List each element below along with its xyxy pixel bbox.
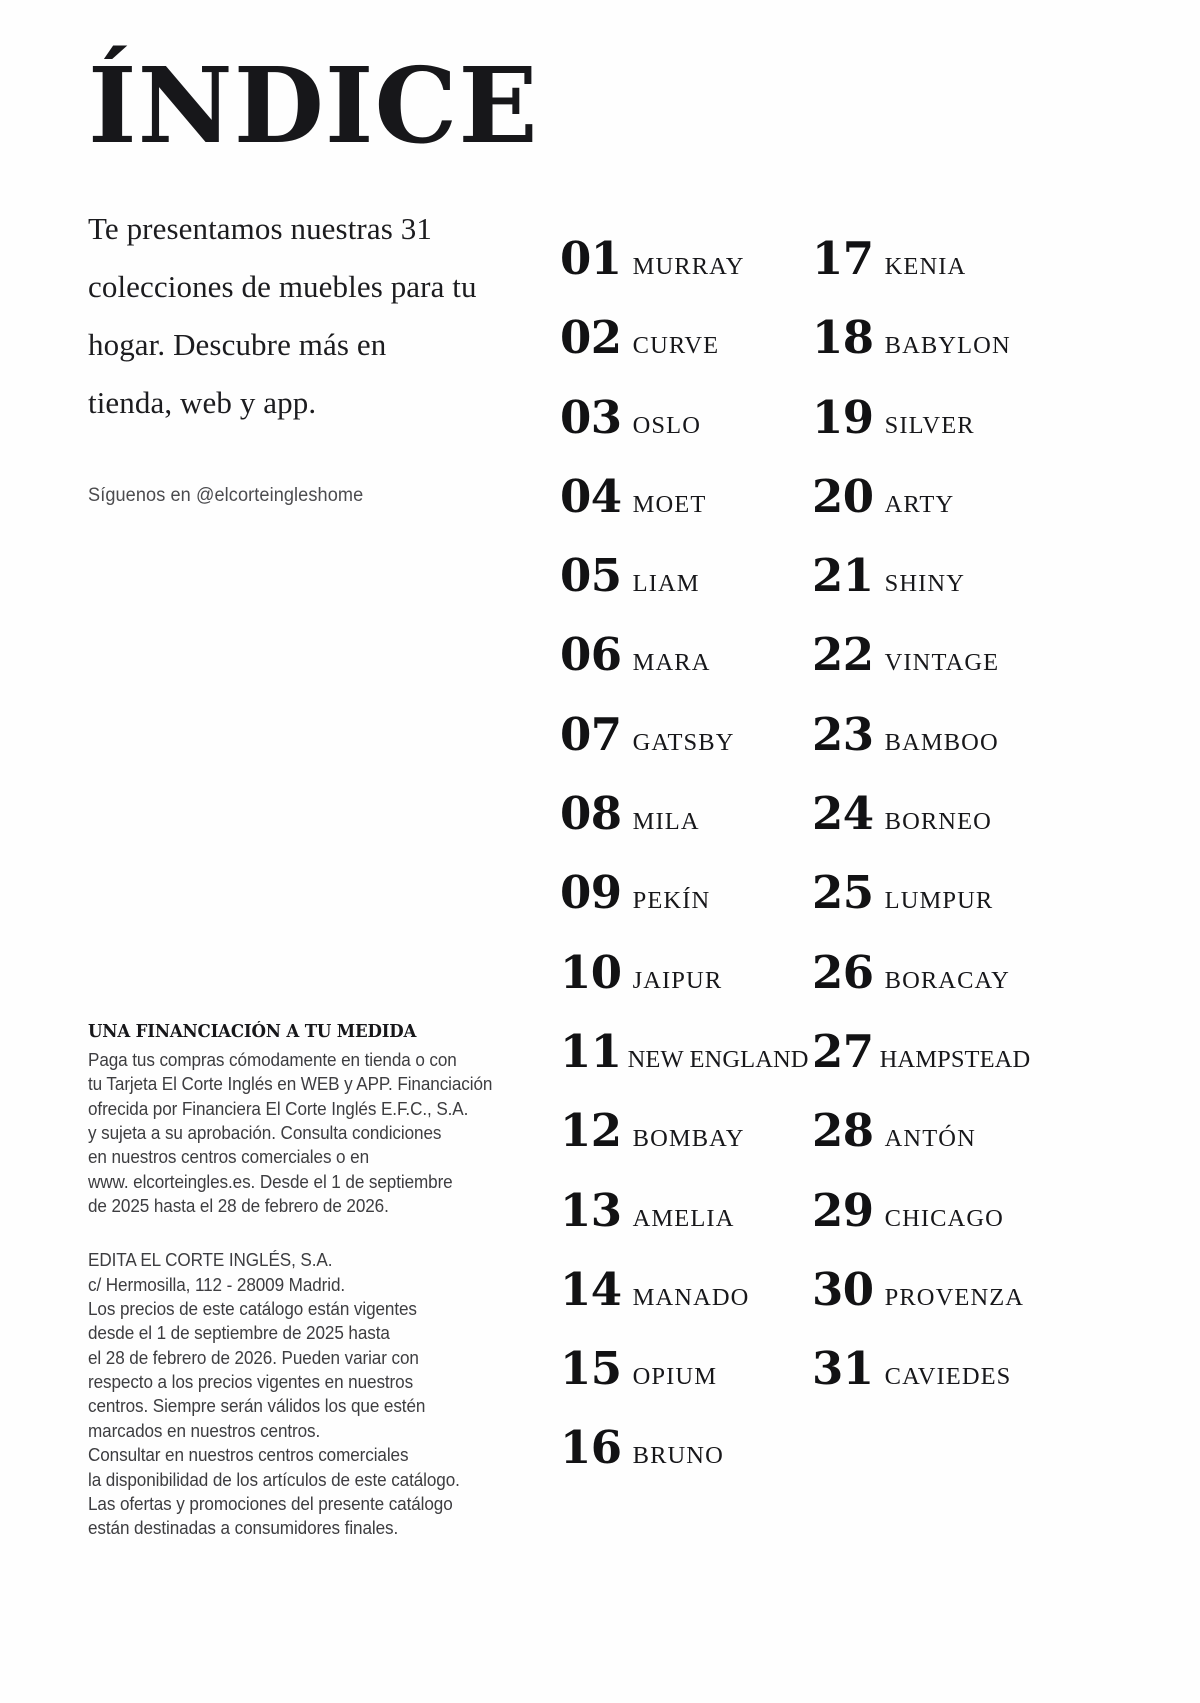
legal-line: el 28 de febrero de 2026. Pueden variar con <box>88 1346 419 1368</box>
editor-block <box>88 1248 488 1540</box>
legal-line: Consultar en nuestros centros comerciales <box>88 1444 409 1466</box>
index-entry[interactable] <box>812 707 1030 791</box>
legal-line: desde el 1 de septiembre de 2025 hasta <box>88 1322 390 1344</box>
legal-line: la disponibilidad de los artículos de este catálogo. <box>88 1468 460 1490</box>
index-entry[interactable] <box>812 1183 1030 1267</box>
legal-line: www. elcorteingles.es. Desde el 1 de septiembre <box>88 1170 453 1192</box>
index-entry-name: VINTAGE <box>884 649 1000 677</box>
index-entry-number: 30 <box>812 1262 874 1316</box>
index-entry-name: MURRAY <box>632 253 745 280</box>
index-entry-number: 19 <box>812 390 874 444</box>
index-entry-number: 18 <box>812 311 874 365</box>
legal-line: Las ofertas y promociones del presente catálogo <box>88 1492 453 1514</box>
financing-body <box>88 1048 493 1218</box>
index-entry-name: ANTÓN <box>884 1125 976 1153</box>
editor-body <box>88 1248 460 1540</box>
financing-heading: UNA FINANCIACIÓN A TU MEDIDA <box>88 1022 417 1042</box>
index-entry-number: 29 <box>812 1183 874 1237</box>
index-entry-number: 28 <box>812 1104 874 1158</box>
index-entry[interactable] <box>560 469 809 553</box>
index-entry-name: OSLO <box>632 411 702 439</box>
index-entry-name: BAMBOO <box>884 728 999 756</box>
index-entry[interactable] <box>812 311 1030 394</box>
index-entry-name: SHINY <box>884 570 965 598</box>
index-entry[interactable] <box>560 1262 809 1346</box>
legal-line: en nuestros centros comerciales o en <box>88 1146 369 1168</box>
index-entry[interactable] <box>560 1183 809 1267</box>
index-entry[interactable] <box>560 945 809 1029</box>
index-entry-number: 22 <box>812 628 874 682</box>
legal-line: c/ Hermosilla, 112 - 28009 Madrid. <box>88 1273 346 1295</box>
index-entry[interactable] <box>560 628 809 711</box>
index-entry-number: 10 <box>560 945 622 999</box>
index-entry[interactable] <box>812 549 1030 632</box>
index-entry[interactable] <box>812 866 1030 949</box>
index-entry-name: AMELIA <box>632 1204 735 1232</box>
legal-line: EDITA EL CORTE INGLÉS, S.A. <box>88 1249 333 1271</box>
index-entry-name: ARTY <box>884 490 955 518</box>
index-entry-name: MOET <box>632 490 707 518</box>
index-entry[interactable] <box>560 787 809 870</box>
index-entry[interactable] <box>812 390 1030 474</box>
index-entry[interactable] <box>560 866 809 949</box>
legal-section <box>88 1022 493 1541</box>
index-entry-name: CAVIEDES <box>884 1363 1012 1391</box>
index-entry-name: PEKÍN <box>632 887 711 915</box>
index-column-1 <box>560 232 809 1505</box>
index-entry-number: 14 <box>560 1262 622 1316</box>
legal-line: respecto a los precios vigentes en nuestros <box>88 1371 414 1393</box>
index-entry[interactable] <box>812 469 1030 553</box>
index-entry-number: 17 <box>812 232 874 285</box>
index-entry-number: 06 <box>560 628 622 682</box>
index-entry[interactable] <box>812 787 1030 870</box>
index-entry[interactable] <box>560 707 809 791</box>
index-entry-name: LUMPUR <box>884 887 994 915</box>
index-entry-number: 26 <box>812 945 874 999</box>
index-entry-number: 13 <box>560 1183 622 1237</box>
index-entry-name: OPIUM <box>632 1363 718 1391</box>
index-entry-name: BORACAY <box>884 966 1010 994</box>
social-handle: Síguenos en @elcorteingleshome <box>88 483 364 506</box>
legal-line: Paga tus compras cómodamente en tienda o con <box>88 1049 457 1070</box>
left-column <box>88 44 539 507</box>
legal-line: están destinadas a consumidores finales. <box>88 1517 399 1539</box>
index-entry-number: 20 <box>812 469 874 523</box>
index-entry-number: 01 <box>560 232 622 285</box>
legal-line: marcados en nuestros centros. <box>88 1419 321 1441</box>
index-entry[interactable] <box>812 232 1030 315</box>
index-entry-name: SILVER <box>884 411 975 439</box>
index-entry-number: 02 <box>560 311 622 365</box>
index-entry[interactable] <box>812 945 1030 1029</box>
index-entry-number: 12 <box>560 1104 622 1158</box>
index-column-2 <box>812 232 1031 1425</box>
index-entry-number: 07 <box>560 707 622 761</box>
index-entry-name: CURVE <box>632 332 720 360</box>
legal-line: tu Tarjeta El Corte Inglés en WEB y APP. Financiación <box>88 1073 493 1095</box>
index-entry-name: MANADO <box>632 1283 750 1311</box>
index-entry-name: PROVENZA <box>884 1283 1025 1311</box>
index-entry-name: BABYLON <box>884 332 1011 360</box>
legal-line: ofrecida por Financiera El Corte Inglés E.F.C., S.A. <box>88 1097 469 1119</box>
index-entry-number: 08 <box>560 787 622 841</box>
index-entry-number: 09 <box>560 866 622 920</box>
index-entry[interactable] <box>560 549 809 632</box>
index-entry-number: 16 <box>560 1421 622 1475</box>
index-entry-name: MILA <box>632 808 700 836</box>
index-entry-name: HAMPSTEAD <box>879 1045 1031 1073</box>
index-entry[interactable] <box>560 232 809 315</box>
index-entry[interactable] <box>560 390 809 474</box>
index-entry[interactable] <box>812 1104 1030 1187</box>
index-entry-name: BORNEO <box>884 808 992 836</box>
index-entry-name: KENIA <box>884 253 967 280</box>
index-entry-number: 25 <box>812 866 874 920</box>
index-entry[interactable] <box>560 1024 809 1108</box>
index-entry-number: 05 <box>560 549 622 603</box>
index-entry[interactable] <box>560 311 809 394</box>
legal-line: centros. Siempre serán válidos los que estén <box>88 1395 426 1417</box>
index-entry-name: BRUNO <box>632 1442 724 1470</box>
index-entry-number: 31 <box>812 1342 874 1396</box>
index-entry-number: 21 <box>812 549 874 603</box>
index-entry-number: 23 <box>812 707 874 761</box>
intro-paragraph: Te presentamos nuestras 31 colecciones de muebles para tu hogar. Descubre más en tienda, web y app. <box>88 211 477 420</box>
index-entry-name: MARA <box>632 649 711 677</box>
index-entry-number: 15 <box>560 1342 622 1396</box>
legal-line: de 2025 hasta el 28 de febrero de 2026. <box>88 1195 389 1217</box>
index-entry[interactable] <box>560 1104 809 1187</box>
index-entry[interactable] <box>812 1342 1030 1425</box>
index-entry-number: 27 <box>812 1024 874 1078</box>
index-entry-name: BOMBAY <box>632 1125 745 1153</box>
index-entry-name: CHICAGO <box>884 1204 1004 1232</box>
financing-block <box>88 1022 493 1218</box>
index-entry-name: JAIPUR <box>632 966 723 994</box>
index-entry-name: NEW ENGLAND <box>627 1045 809 1073</box>
index-entry[interactable] <box>812 628 1030 711</box>
index-entry-name: GATSBY <box>632 728 735 756</box>
legal-line: Los precios de este catálogo están vigentes <box>88 1298 417 1320</box>
index-entry[interactable] <box>812 1024 1031 1108</box>
index-entry[interactable] <box>560 1342 809 1425</box>
index-entry[interactable] <box>560 1421 809 1504</box>
index-entry[interactable] <box>812 1262 1030 1346</box>
index-entry-number: 24 <box>812 787 874 841</box>
index-entry-number: 11 <box>560 1024 622 1078</box>
page-title: ÍNDICE <box>88 44 539 167</box>
index-entry-number: 03 <box>560 390 622 444</box>
legal-line: y sujeta a su aprobación. Consulta condiciones <box>88 1122 442 1144</box>
index-entry-number: 04 <box>560 469 622 523</box>
index-entry-name: LIAM <box>632 570 700 598</box>
